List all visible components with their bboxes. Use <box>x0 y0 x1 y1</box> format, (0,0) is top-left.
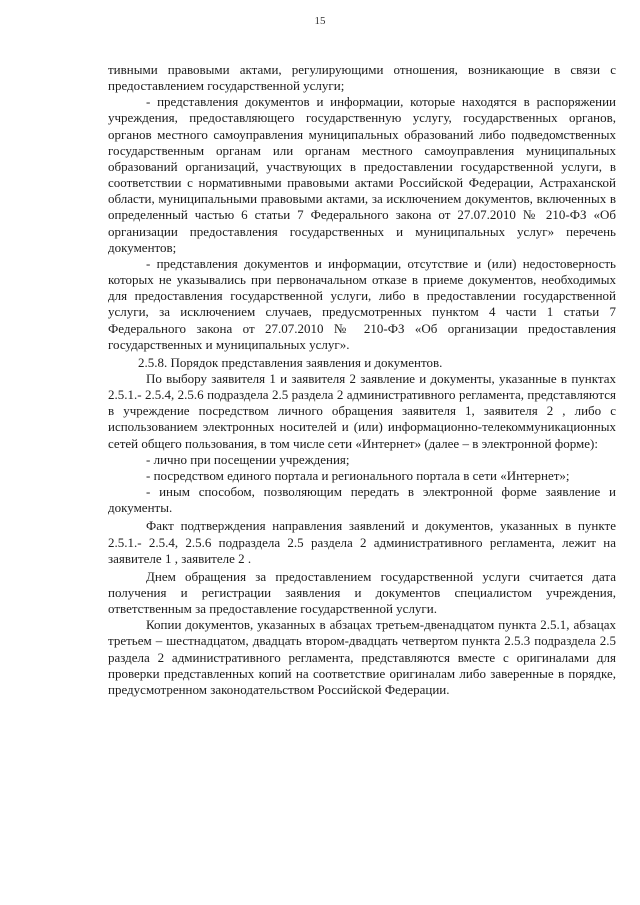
paragraph-list-item: - представления документов и информации, отсутствие и (или) недостоверность которых не указывались при первоначальном отказе в приеме документов, необходимых для предоставления государственной услуги, либо в предоставлении государственной услуги, за исключением случаев, предусмотренных пунктом 4 части 1 статьи 7 Федерального закона от 27.07.2010 № 210-ФЗ «Об организации предоставления государственных и муниципальных услуг». <box>108 255 616 352</box>
paragraph-list-item: - лично при посещении учреждения; <box>146 451 350 467</box>
page-number: 15 <box>314 15 326 27</box>
paragraph-list-item: - представления документов и информации, которые находятся в распоряжении учреждения, предоставляющего государственную услугу, государственных органов, органов местного самоуправления муниципальных образований либо подведомственных государственным органам или органам местного самоуправления муниципальных образований организаций, участвующих в предоставлении государственной услуги, в соответствии с нормативными правовыми актами Российской Федерации, Астраханской области, муниципальными правовыми актами, за исключением документов, включенных в определенный частью 6 статьи 7 Федерального закона от 27.07.2010 № 210-ФЗ «Об организации предоставления государственных и муниципальных услуг» перечень документов; <box>108 94 616 255</box>
paragraph: Факт подтверждения направления заявлений и документов, указанных в пункте 2.5.1.- 2.5.4, 2.5.6 подраздела 2.5 раздела 2 административного регламента, лежит на заявителе 1 , заявителе 2 . <box>108 518 616 566</box>
paragraph-continuation: тивными правовыми актами, регулирующими отношения, возникающие в связи с предоставлением государственной услуги; <box>108 62 616 94</box>
paragraph: Копии документов, указанных в абзацах третьем-двенадцатом пункта 2.5.1, абзацах третьем – шестнадцатом, двадцать втором-двадцать четвертом пункта 2.5.3 подраздела 2.5 раздела 2 административного регламента, представляются вместе с оригиналами для проверки представленных копий на соответствие оригиналам либо заверенные в порядке, предусмотренном законодательством Российской Федерации. <box>108 617 616 697</box>
section-heading: 2.5.8. Порядок представления заявления и документов. <box>138 354 443 370</box>
document-body <box>108 62 616 698</box>
paragraph: Днем обращения за предоставлением государственной услуги считается дата получения и регистрации заявления и документов специалистом учреждения, ответственным за предоставление государственной услуги. <box>108 568 616 617</box>
paragraph-list-item: - посредством единого портала и регионального портала в сети «Интернет»; <box>146 467 570 483</box>
paragraph: По выбору заявителя 1 и заявителя 2 заявление и документы, указанные в пунктах 2.5.1.- 2.5.4, 2.5.6 подраздела 2.5 раздела 2 административного регламента, представляются в учреждение посредством личного обращения заявителя 1, заявителя 2 , либо с использованием электронных носителей и (или) информационно-телекоммуникационных сетей общего пользования, в том числе сети «Интернет» (далее – в электронной форме): <box>108 370 616 451</box>
paragraph-list-item: - иным способом, позволяющим передать в электронной форме заявление и документы. <box>108 484 616 516</box>
